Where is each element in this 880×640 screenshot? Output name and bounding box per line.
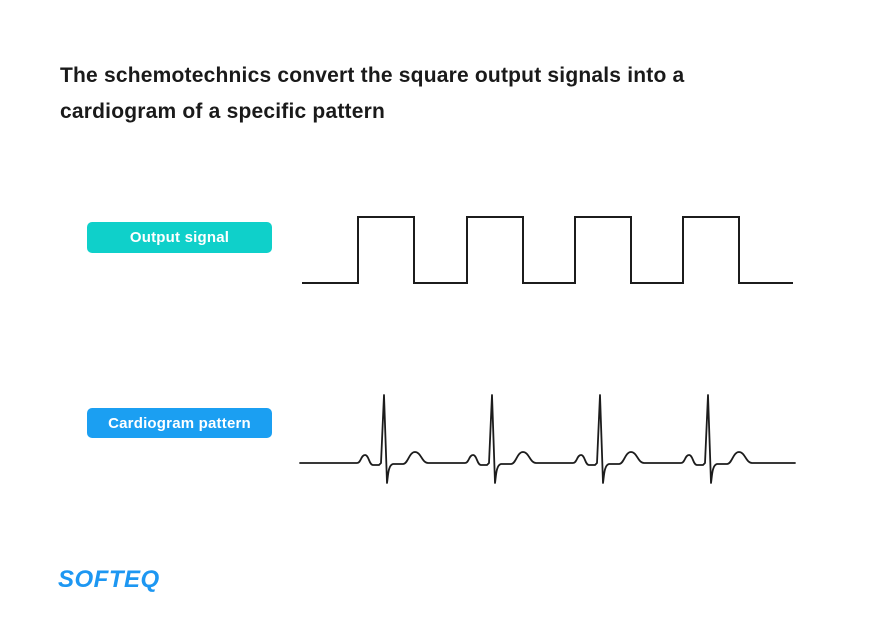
title-line-2: cardiogram of a specific pattern xyxy=(60,100,385,123)
ecg-wave-diagram xyxy=(298,390,797,490)
output-signal-badge xyxy=(87,222,272,253)
square-wave-path xyxy=(302,217,793,283)
ecg-wave-path xyxy=(300,395,795,483)
cardiogram-pattern-badge xyxy=(87,408,272,438)
softeq-logo: SOFTEQ xyxy=(58,566,160,593)
output-signal-label: Output signal xyxy=(129,229,230,246)
page-title xyxy=(60,58,684,130)
title-line-1: The schemotechnics convert the square output signals into a xyxy=(60,64,685,87)
cardiogram-pattern-label: Cardiogram pattern xyxy=(108,414,251,432)
square-wave-diagram xyxy=(300,205,795,295)
